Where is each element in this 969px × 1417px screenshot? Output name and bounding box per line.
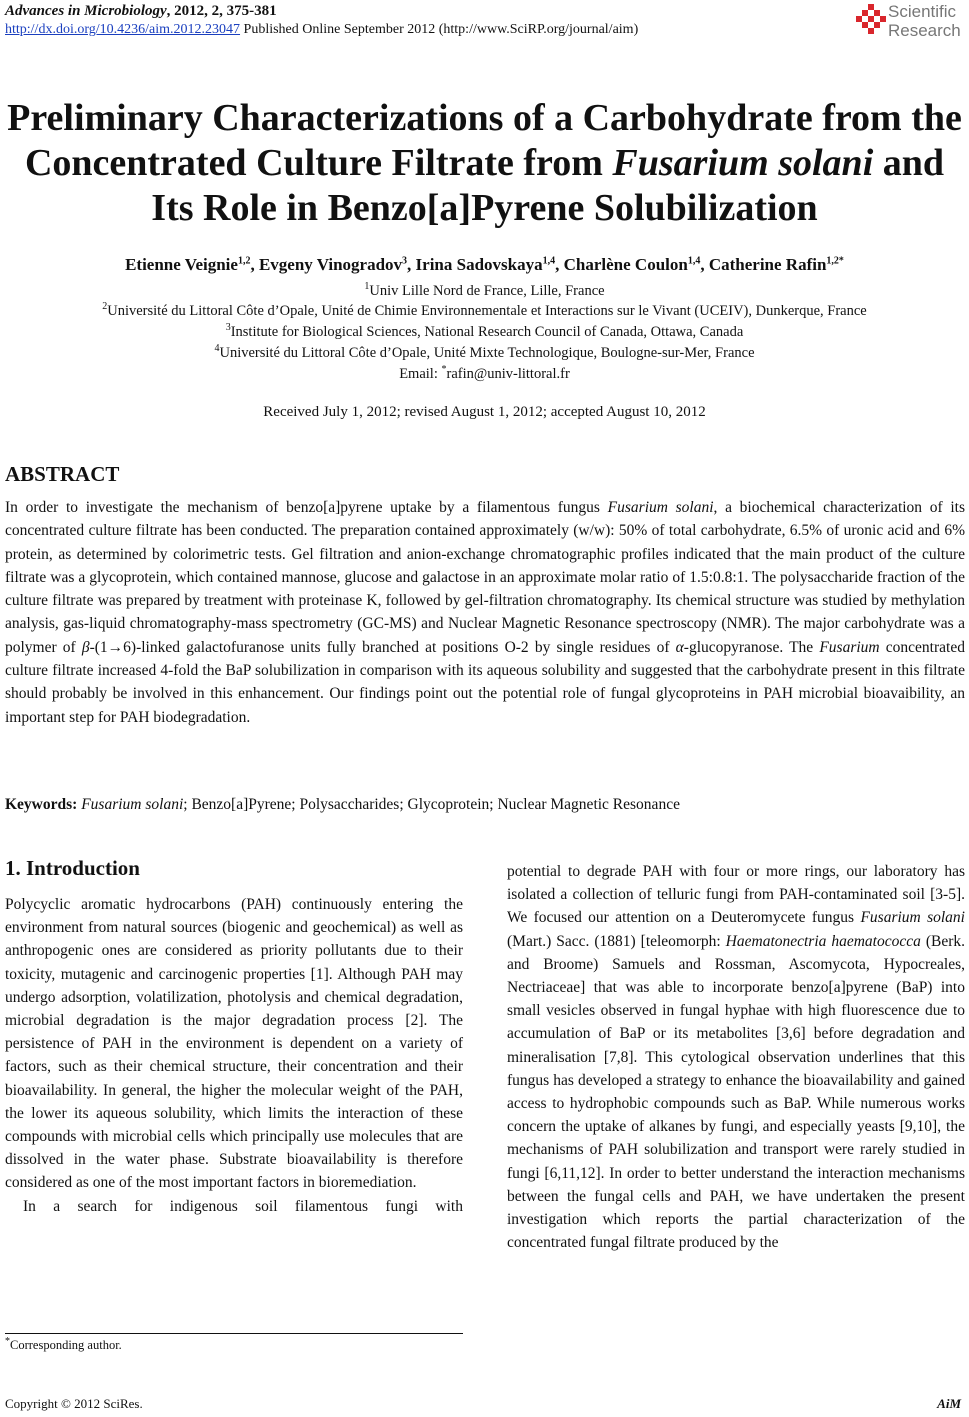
author [125,255,259,274]
abstract-text: -(1→6)-linked galactofuranose units fully branched at positions O-2 by single residues of [89,638,676,656]
volume-info: , 2012, 2, 375-381 [166,3,277,19]
logo-line-2: Research [888,21,961,40]
abstract-heading: ABSTRACT [5,462,120,486]
affiliation-text: Univ Lille Nord de France, Lille, France [369,283,605,299]
abstract-alpha: α [675,638,684,656]
abstract-text: In order to investigate the mechanism of benzo[a]pyrene uptake by a filamentous fungus [5,499,608,516]
author-sep: , [700,255,709,274]
logo-line-1: Scientific [888,2,957,21]
copyright: Copyright © 2012 SciRes. [5,1396,143,1411]
intro-text: (Berk. and Broome) Samuels and Rossman, Ascomycota, Hypocreales, Nectriaceae] that was able to incorporate benzo[a]pyrene (BaP) into small vesicles observed in fungal hyphae with high fluorescence due to accumulation of BaP or its metabolites [3,6] before degradation and mineralisation [7,8]. This cytological observation underlines that this fungus has developed a strategy to enhance the bioavailability and gained access to hydrophobic compounds such as BaP. While numerous works concern the uptake of alkanes by fungi, and especially yeasts [9,10], the mechanisms of PAH solubilization and transport were rarely studied in fungi [6,11,12]. In order to better understand the interaction mechanisms between the fungal cells and PAH, we have undertaken the present investigation which reports the partial characterization of the concentrated fungal filtrate produced by the [507,932,965,1252]
abstract-genus: Fusarium [819,638,880,656]
section-heading: 1. Introduction [5,856,140,880]
affiliation [0,324,969,341]
abstract-paragraph [5,496,965,729]
keywords [5,796,680,814]
author-sep: , [407,255,416,274]
title-line-2 [0,141,969,186]
affiliation [0,283,969,300]
affiliation-sup: 2 [102,301,108,313]
author-sup: 3 [402,255,408,267]
doi-link[interactable]: http://dx.doi.org/10.4236/aim.2012.23047 [5,22,241,37]
author [564,255,709,274]
abstract-text: concentrated culture filtrate increased 4-fold the BaP solubilization in comparison with its aqueous solubility and suggested that the carbohydrate present in this filtrate should probably be involved in this enhancement. Our findings point out the potential role of fungal glycoproteins in PAH microbial bioavaibility, an important step for PAH biodegradation. [5,638,965,726]
affiliation-text: Institute for Biological Sciences, National Research Council of Canada, Ottawa, Canada [230,324,744,340]
footnote [5,1335,122,1353]
author-sup: 1,2 [237,255,251,267]
journal-name: Advances in Microbiology [5,3,167,19]
author [709,255,844,274]
paper-title [0,96,969,231]
abstract-text: , a biochemical characterization of its concentrated culture filtrate has been conducted. The preparation contained approximately (w/w): 50% of total carbohydrate, 6.5% of uronic acid and 6% protein, as determined by colorimetric tests. Gel filtration and anion-exchange chromatographic profiles indicated that the main product of the culture filtrate was a glycoprotein, which contained mannose, glucose and galactose in an approximate molar ratio of 1.5:0.8:1. The polysaccharide fraction of the culture filtrate was prepared by treatment with proteinase K, followed by gel-filtration chromatography. Its chemical structure was studied by methylation analysis, gas-liquid chromatography-mass spectrometry (GC-MS) and Nuclear Magnetic Resonance spectroscopy (NMR). The major carbohydrate was a polymer of [5,499,965,656]
email-address[interactable]: rafin@univ-littoral.fr [446,366,570,382]
affiliation-text: Université du Littoral Côte d’Opale, Unité de Chimie Environnementale et Interactions sur le Vivant (UCEIV), Dunkerque, France [107,303,867,319]
email-line [0,366,969,383]
intro-paragraph-1: Polycyclic aromatic hydrocarbons (PAH) continuously entering the environment from natural sources (biogenic and geochemical) as well as anthropogenic ones are considered as priority pollutants due to their toxicity, mutagenic and carcinogenic properties [1]. Although PAH may undergo adsorption, volatilization, photolysis and chemical degradation, microbial degradation is the major degradation process [2]. The persistence of PAH in the environment is dependent on a variety of factors, such as their chemical structure, their concentration and their bioavailability. In general, the higher the molecular weight of the PAH, the lower its aqueous solubility, which limits the interaction of these compounds with microbial cells which principally use molecules that are dissolved in the water phase. Substrate bioavailability is therefore considered as one of the most important factors in bioremediation. [5,896,463,1192]
footnote-text: Corresponding author. [10,1338,122,1352]
footnote-rule [5,1333,463,1334]
title-line-1: Preliminary Characterizations of a Carbohydrate from the [7,97,962,139]
author-name: Evgeny Vinogradov [258,255,403,274]
affiliation [0,345,969,362]
affiliation-text: Université du Littoral Côte d’Opale, Unité Mixte Technologique, Boulogne-sur-Mer, France [219,345,755,361]
intro-text: (Mart.) Sacc. (1881) [teleomorph: [507,932,726,950]
abstract-text: -glucopyranose. The [683,638,820,656]
logo-mark-icon [848,2,888,42]
received-dates: Received July 1, 2012; revised August 1, 2012; accepted August 10, 2012 [263,404,706,420]
author-sup: 1,2* [826,255,844,267]
journal-abbrev: AiM [937,1396,961,1411]
author-sup: 1,4 [542,255,556,267]
doi-line [5,22,638,38]
scientific-research-logo [848,2,968,44]
author-list [0,255,969,275]
intro-teleomorph: Haematonectria haematococca [725,932,921,950]
author [416,255,564,274]
affiliation-sup: 3 [225,322,231,334]
intro-text: potential to degrade PAH with four or more rings, our laboratory has isolated a collection of telluric fungi from PAH-contaminated soil [3-5]. We focused our attention on a Deuteromycete fungus [507,863,965,927]
published-info: Published Online September 2012 (http://www.SciRP.org/journal/aim) [240,22,639,37]
author-sep: , [555,255,564,274]
abstract-body [5,496,965,729]
logo-text [888,2,961,40]
author [259,255,416,274]
author-name: Irina Sadovskaya [415,255,543,274]
email-sup: * [441,364,447,376]
title-line-2-start: Concentrated Culture Filtrate from [24,142,613,184]
title-species: Fusarium solani [612,142,874,184]
intro-paragraph-2: In a search for indigenous soil filamentous fungi with [23,1197,463,1215]
author-sep: , [250,255,259,274]
right-column [507,860,965,1254]
footnote-sup: * [5,1335,10,1347]
journal-header [5,3,277,20]
keywords-label: Keywords: [5,796,82,813]
keywords-species: Fusarium solani [81,796,184,813]
affiliation-sup: 4 [214,343,220,355]
intro-species: Fusarium solani [860,909,965,927]
email-label: Email: [399,366,442,382]
affiliation-sup: 1 [364,281,370,293]
author-name: Etienne Veignie [125,255,238,274]
title-line-2-end: and [873,142,945,184]
affiliation [0,303,969,320]
abstract-beta: β [81,638,90,656]
author-name: Catherine Rafin [708,255,827,274]
abstract-species: Fusarium solani [607,499,714,516]
left-column [5,893,463,1218]
intro-paragraph-2-cont [507,860,965,1254]
author-name: Charlène Coulon [563,255,688,274]
author-sup: 1,4 [687,255,701,267]
keywords-list: ; Benzo[a]Pyrene; Polysaccharides; Glycoprotein; Nuclear Magnetic Resonance [183,796,680,813]
title-line-3: Its Role in Benzo[a]Pyrene Solubilization [151,187,818,229]
